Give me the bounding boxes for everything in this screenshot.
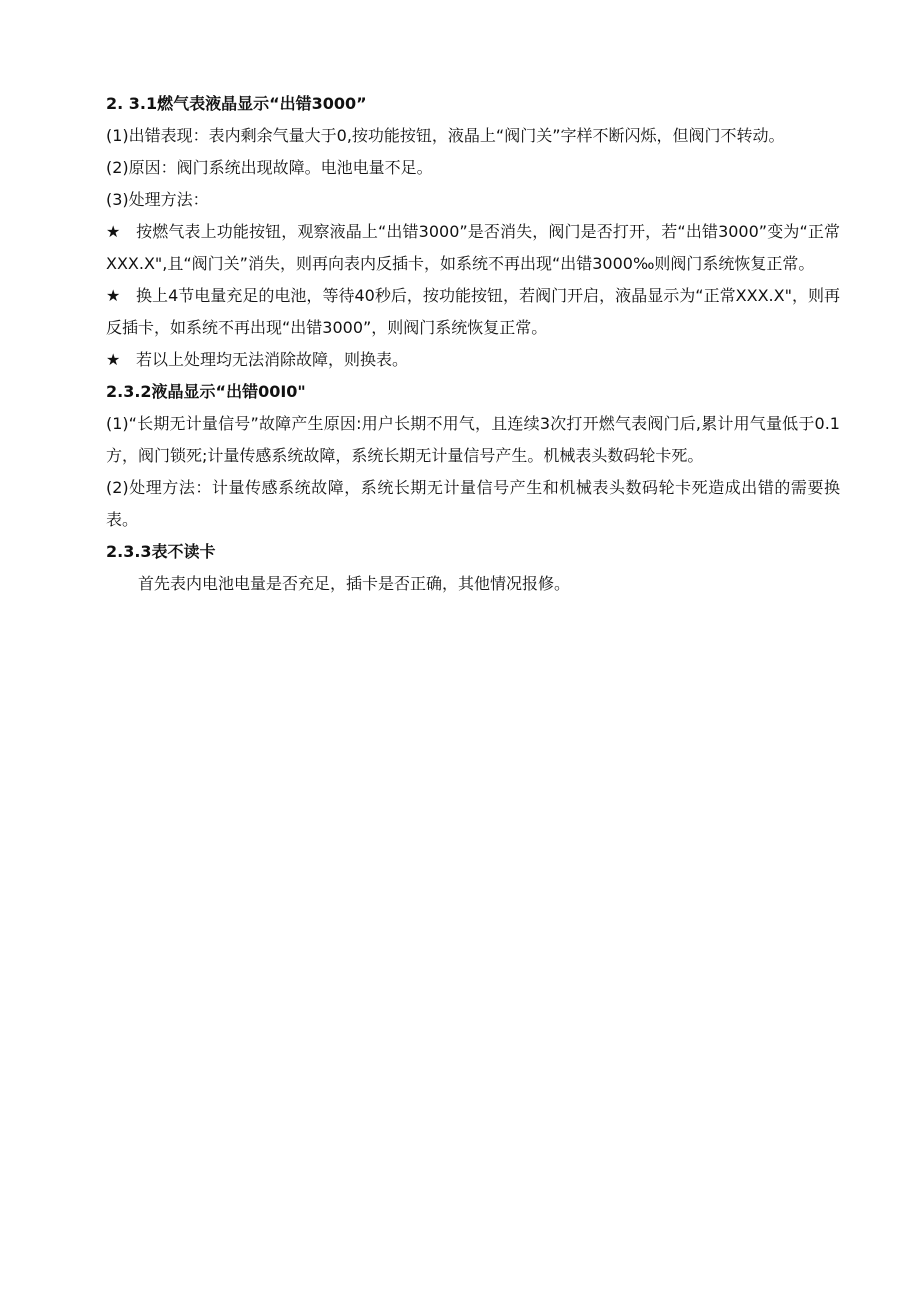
section-2-3-3-body: 首先表内电池电量是否充足，插卡是否正确，其他情况报修。 <box>138 574 571 593</box>
section-2-3-1-step-3 <box>106 344 840 376</box>
section-2-3-2-cause: (1)“长期无计量信号”故障产生原因:用户长期不用气，且连续3次打开燃气表阀门后,累计用气量低于0.1方，阀门锁死;计量传感系统故障，系统长期无计量信号产生。机械表头数码轮卡死。 <box>106 414 840 465</box>
star-icon: ★ <box>106 222 121 241</box>
section-2-3-1-step-2 <box>106 280 840 344</box>
section-2-3-3-heading: 2.3.3表不读卡 <box>106 542 216 561</box>
document-body <box>106 88 840 600</box>
star-icon: ★ <box>106 286 121 305</box>
star-icon: ★ <box>106 350 121 369</box>
step-3-text: 若以上处理均无法消除故障，则换表。 <box>136 350 409 369</box>
section-2-3-1-step-1 <box>106 216 840 280</box>
step-1-text: 按燃气表上功能按钮，观察液晶上“出错3000”是否消失，阀门是否打开，若“出错3000”变为“正常XXX.X",且“阀门关”消失，则再向表内反插卡，如系统不再出现“出错3000‰则阀门系统恢复正常。 <box>106 222 840 273</box>
section-2-3-1-symptom: (1)出错表现：表内剩余气量大于0,按功能按钮，液晶上“阀门关”字样不断闪烁，但阀门不转动。 <box>106 126 785 145</box>
section-2-3-1-heading: 2. 3.1燃气表液晶显示“出错3000” <box>106 94 367 113</box>
section-2-3-1-method-label: (3)处理方法： <box>106 190 209 209</box>
step-2-text: 换上4节电量充足的电池，等待40秒后，按功能按钮，若阀门开启，液晶显示为“正常XXX.X"，则再反插卡，如系统不再出现“出错3000”，则阀门系统恢复正常。 <box>106 286 840 337</box>
section-2-3-2-method: (2)处理方法：计量传感系统故障，系统长期无计量信号产生和机械表头数码轮卡死造成出错的需要换表。 <box>106 478 840 529</box>
section-2-3-1-cause: (2)原因：阀门系统出现故障。电池电量不足。 <box>106 158 433 177</box>
section-2-3-2-heading: 2.3.2液晶显示“出错00I0" <box>106 382 306 401</box>
